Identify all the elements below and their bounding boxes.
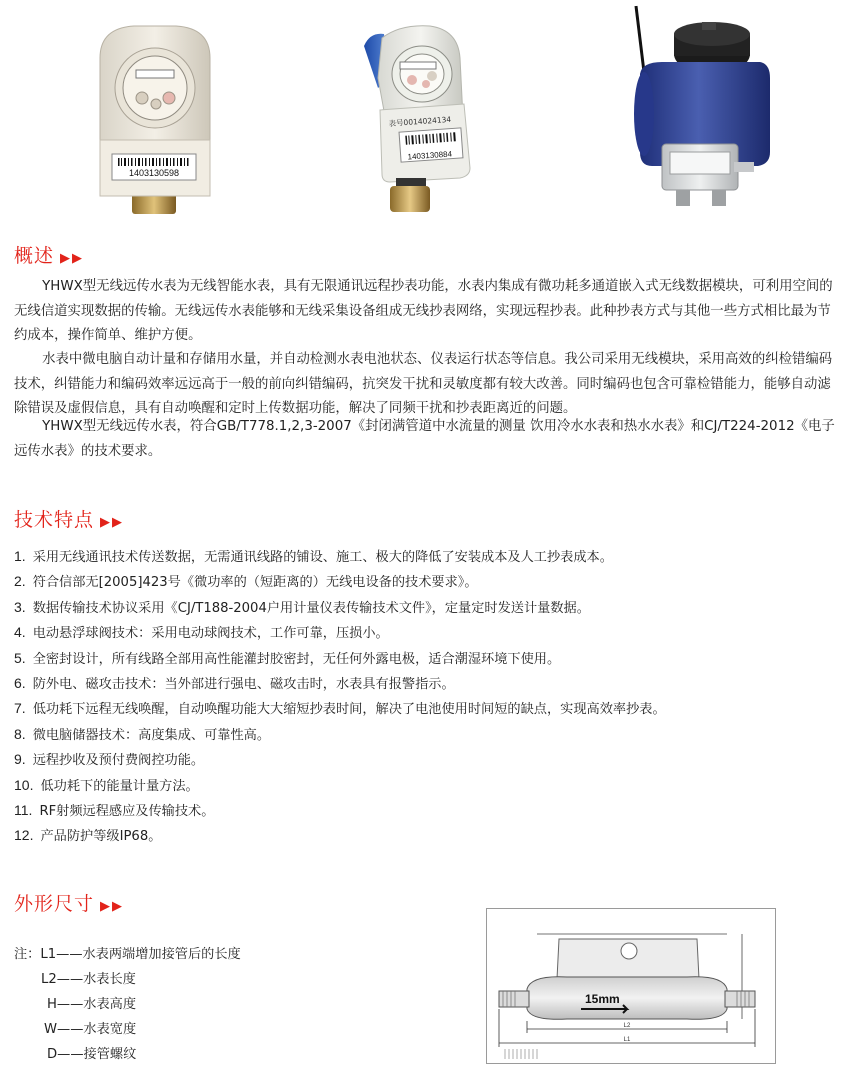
product-photo-prepaid-meter	[94, 18, 216, 218]
dim-l1-label: L1	[623, 1037, 631, 1043]
feature-text: 远程抄收及预付费阀控功能。	[32, 753, 205, 769]
note-label: H	[47, 997, 57, 1012]
overview-title-text: 概述	[14, 245, 55, 267]
remote-meter-serial-top: 表号0014024134	[388, 114, 452, 129]
feature-number: 1.	[14, 548, 26, 564]
note-label: L2	[41, 972, 57, 987]
feature-number: 7.	[14, 700, 26, 717]
overview-paragraph: 水表中微电脑自动计量和存储用水量，并自动检测水表电池状态、仪表运行状态等信息。我公司采用无线模块，采用高效的纠检错编码技术，纠错能力和编码效率远远高于一般的前向纠错编码，抗突发干扰和灵敏度都有较大改善。同时编码也包含可靠检错能力，能够自动滤除错误及虚假信息，具有自动唤醒和定时上传数据功能，解决了同频干扰和抄表距离近的问题。	[14, 352, 833, 416]
prepaid-meter-serial: 1403130598	[128, 168, 180, 178]
note-desc: ——水表高度	[56, 997, 137, 1012]
list-item	[14, 544, 844, 569]
list-item	[14, 646, 844, 671]
note-prefix: 注：	[14, 947, 41, 962]
feature-number: 10.	[14, 776, 34, 793]
feature-text: 低功耗下的能量计量方法。	[40, 778, 199, 794]
dimension-note	[41, 968, 136, 987]
feature-text: 产品防护等级IP68。	[40, 829, 162, 845]
title-arrow-icon: ▶▶	[100, 899, 125, 914]
dimension-note	[14, 943, 241, 962]
feature-number: 9.	[14, 751, 26, 768]
feature-text: 低功耗下远程无线唤醒，自动唤醒功能大大缩短抄表时间，解决了电池使用时间短的缺点，实现高效率抄表。	[32, 702, 666, 718]
dimension-note	[44, 1018, 136, 1037]
overview-paragraph: YHWX型无线远传水表，符合GB/T778.1,2,3-2007《封闭满管道中水流量的测量 饮用冷水水表和热水水表》和CJ/T224-2012《电子远传水表》的技术要求。	[14, 419, 835, 459]
list-item	[14, 569, 844, 594]
feature-number: 3.	[14, 598, 26, 615]
dimension-note	[47, 993, 136, 1012]
overview-paragraph: YHWX型无线远传水表为无线智能水表，具有无限通讯远程抄表功能，水表内集成有微功耗多通道嵌入式无线数据模块，可利用空间的无线信道实现数据的传输。无线远传水表能够和无线采集设备组成无线抄表网络，实现远程抄表。此种抄表方式与其他一些方式相比最为节约成本，操作简单、维护方便。	[14, 279, 833, 343]
feature-text: 符合信部无[2005]423号《微功率的（短距离的）无线电设备的技术要求》。	[32, 575, 478, 591]
remote-meter-serial: 1403130884	[407, 149, 453, 162]
feature-text: 数据传输技术协议采用《CJ/T188-2004户用计量仪表传输技术文件》，定量定时发送计量数据。	[32, 600, 590, 616]
list-item	[14, 798, 844, 823]
note-desc: ——水表长度	[56, 972, 136, 987]
feature-number: 4.	[14, 624, 26, 641]
features-title	[14, 505, 124, 532]
features-list	[14, 544, 844, 849]
note-desc: ——水表两端增加接管后的长度	[56, 947, 241, 962]
list-item	[14, 722, 844, 747]
note-desc: ——水表宽度	[57, 1022, 137, 1037]
note-label: W	[44, 1022, 58, 1037]
dimensions-title-text: 外形尺寸	[14, 893, 95, 915]
flow-size-label: 15mm	[585, 992, 620, 1006]
product-photo-remote-meter	[360, 18, 480, 218]
feature-number: 8.	[14, 725, 26, 742]
dimension-diagram	[486, 908, 776, 1064]
feature-text: 微电脑储器技术：高度集成、可靠性高。	[32, 727, 271, 743]
feature-text: RF射频远程感应及传输技术。	[39, 803, 215, 819]
title-arrow-icon: ▶▶	[60, 251, 85, 266]
feature-text: 采用无线通讯技术传送数据，无需通讯线路的铺设、施工、极大的降低了安装成本及人工抄表成本。	[32, 550, 613, 565]
overview-title	[14, 241, 84, 268]
dimension-note	[47, 1043, 136, 1062]
list-item	[14, 671, 844, 696]
feature-number: 11.	[14, 801, 33, 818]
note-label: D	[47, 1047, 58, 1062]
features-title-text: 技术特点	[14, 509, 95, 531]
list-item	[14, 595, 844, 620]
list-item	[14, 696, 844, 721]
dimensions-title	[14, 889, 124, 916]
note-desc: ——接管螺纹	[57, 1047, 137, 1062]
feature-text: 全密封设计，所有线路全部用高性能灌封胶密封，无任何外露电极，适合潮湿环境下使用。	[32, 651, 561, 667]
list-item	[14, 773, 844, 798]
feature-text: 防外电、磁攻击技术：当外部进行强电、磁攻击时，水表具有报警指示。	[32, 676, 455, 692]
note-label: L1	[40, 947, 57, 962]
title-arrow-icon: ▶▶	[100, 515, 125, 530]
list-item	[14, 823, 844, 848]
feature-number: 6.	[14, 674, 26, 691]
list-item	[14, 747, 844, 772]
dim-l2-label: L2	[623, 1023, 631, 1029]
feature-number: 12.	[14, 827, 34, 844]
list-item	[14, 620, 844, 645]
feature-text: 电动悬浮球阀技术：采用电动球阀技术，工作可靠，压损小。	[32, 626, 389, 642]
feature-number: 2.	[14, 573, 26, 590]
feature-number: 5.	[14, 649, 26, 666]
product-photo-large-meter	[622, 2, 772, 216]
